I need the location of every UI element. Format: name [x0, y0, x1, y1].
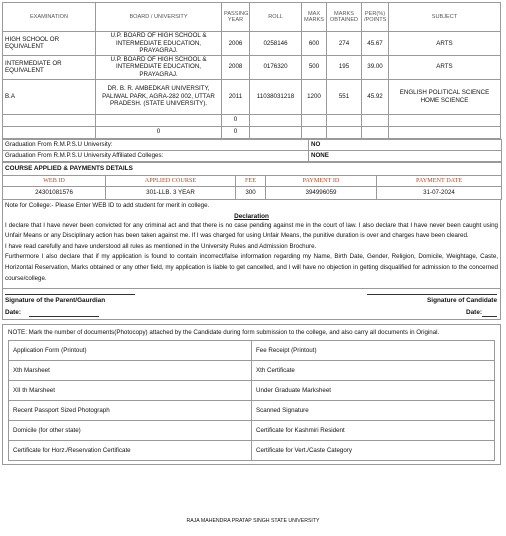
- document-item: Scanned Signature: [252, 401, 495, 421]
- table-row: [3, 79, 501, 114]
- graduation-rmpsu-value: NO: [309, 139, 502, 150]
- cell: B.A: [3, 79, 96, 114]
- cell: [362, 114, 389, 126]
- course-caption: COURSE APPLIED & PAYMENTS DETAILS: [3, 162, 502, 175]
- education-header-row: [3, 3, 501, 32]
- declaration-paragraph: Furthermore I also declare that if my application is found to contain incorrect/false information regarding my Name, Birth Date, Gender, Religion, Domicile, Weightage, Caste, Horizontal Reservation, Marks obtained or any other field, my application is liable to get cancelled, and I will have no objection in getting disqualified for admission to the concerned course/college.: [5, 253, 498, 282]
- graduation-rmpsu-label: Graduation From R.M.P.S.U University:: [3, 139, 309, 150]
- col-examination: EXAMINATION: [3, 3, 96, 32]
- declaration-paragraph: I have read carefully and have understood all rules as mentioned in the University Rules and Admission Brochure.: [5, 242, 317, 250]
- cell: [362, 126, 389, 138]
- col-subject: SUBJECT: [389, 3, 501, 32]
- cell: 274: [327, 32, 362, 56]
- cell: INTERMEDIATE OR EQUIVALENT: [3, 55, 96, 79]
- declaration-section: [2, 211, 501, 290]
- cell: [302, 114, 327, 126]
- course-payment-table: [2, 162, 502, 200]
- col-percentage: PER(%) /POINTS: [362, 3, 389, 32]
- cell: U.P. BOARD OF HIGH SCHOOL & INTERMEDIATE EDUCATION, PRAYAGRAJ.: [96, 55, 222, 79]
- course-header-row: [3, 175, 502, 186]
- col-web-id: WEB ID: [3, 175, 106, 186]
- col-applied-course: APPLIED COURSE: [106, 175, 236, 186]
- documents-table: [8, 340, 495, 461]
- cell: [302, 126, 327, 138]
- cell: [389, 114, 501, 126]
- cell: 45.67: [362, 32, 389, 56]
- col-passing-year: PASSING YEAR: [222, 3, 250, 32]
- applied-course-value: 301-LLB. 3 YEAR: [106, 186, 236, 199]
- col-board: BOARD / UNIVERSITY: [96, 3, 222, 32]
- candidate-date-label: Date:: [466, 309, 482, 317]
- parent-signature-line: [5, 294, 135, 295]
- cell: ENGLISH POLITICAL SCIENCE HOME SCIENCE: [389, 79, 501, 114]
- cell: [3, 114, 96, 126]
- col-marks-obtained: MARKS OBTAINED: [327, 3, 362, 32]
- table-row: [3, 139, 502, 150]
- payment-date-value: 31-07-2024: [377, 186, 502, 199]
- cell: 1200: [302, 79, 327, 114]
- table-row: [9, 341, 495, 361]
- cell: U.P. BOARD OF HIGH SCHOOL & INTERMEDIATE EDUCATION, PRAYAGRAJ.: [96, 32, 222, 56]
- document-item: Recent Passport Sized Photograph: [9, 401, 252, 421]
- declaration-text: [5, 221, 498, 285]
- document-item: Certificate for Horz./Reservation Certificate: [9, 441, 252, 461]
- document-item: Xth Certificate: [252, 361, 495, 381]
- document-item: Certificate for Kashmiri Resident: [252, 421, 495, 441]
- cell: [389, 126, 501, 138]
- table-row: [9, 441, 495, 461]
- graduation-affiliated-label: Graduation From R.M.P.S.U University Affiliated Colleges:: [3, 150, 309, 161]
- declaration-paragraph: I declare that I have never been convicted for any criminal act and that there is no case pending against me in the court of law. I also declare that I have never been caught using Unfair Means or any Disciplinary action has been taken against me. If I was charged for using Unfair Means, the punitive duration is over and charges have been cleared.: [5, 221, 498, 240]
- cell: 11038031218: [250, 79, 302, 114]
- web-id-value: 24301081576: [3, 186, 106, 199]
- education-table: [2, 2, 501, 139]
- parent-signature-label: Signature of the Parent/Gaurdian: [5, 297, 106, 305]
- cell: 0176320: [250, 55, 302, 79]
- cell: [327, 114, 362, 126]
- document-item: Certificate for Vert./Caste Category: [252, 441, 495, 461]
- cell: [96, 114, 222, 126]
- declaration-title: Declaration: [234, 212, 269, 220]
- col-roll: ROLL: [250, 3, 302, 32]
- cell: [250, 114, 302, 126]
- parent-date-label: Date:: [5, 309, 21, 317]
- table-row: [3, 32, 501, 56]
- table-row: [3, 126, 501, 138]
- table-row: [3, 55, 501, 79]
- cell: 600: [302, 32, 327, 56]
- cell: HIGH SCHOOL OR EQUIVALENT: [3, 32, 96, 56]
- fee-value: 300: [236, 186, 266, 199]
- documents-note: NOTE: Mark the number of documents(Photocopy) attached by the Candidate during form submission to the college, and also carry all documents in Original.: [8, 329, 440, 337]
- cell: 2011: [222, 79, 250, 114]
- college-note: Note for College:- Please Enter WEB ID to add student for merit in college.: [2, 200, 501, 211]
- document-item: XII th Marsheet: [9, 381, 252, 401]
- cell: ARTS: [389, 32, 501, 56]
- payment-id-value: 394996059: [266, 186, 377, 199]
- cell: 551: [327, 79, 362, 114]
- document-item: Xth Marsheet: [9, 361, 252, 381]
- col-fee: FEE: [236, 175, 266, 186]
- col-payment-id: PAYMENT ID: [266, 175, 377, 186]
- graduation-table: [2, 139, 502, 162]
- cell: 39.00: [362, 55, 389, 79]
- table-row: [3, 114, 501, 126]
- candidate-date-line: [482, 316, 497, 317]
- cell: 0: [96, 126, 222, 138]
- cell: [3, 126, 96, 138]
- cell: 0: [222, 126, 250, 138]
- table-row: [9, 421, 495, 441]
- admission-form: [2, 2, 501, 465]
- cell: 0258146: [250, 32, 302, 56]
- document-item: Domicile (for other state): [9, 421, 252, 441]
- cell: [250, 126, 302, 138]
- graduation-affiliated-value: NONE: [309, 150, 502, 161]
- document-item: Application Form (Printout): [9, 341, 252, 361]
- cell: 0: [222, 114, 250, 126]
- table-row: [3, 186, 502, 199]
- university-footer: RAJA MAHENDRA PRATAP SINGH STATE UNIVERSITY: [186, 518, 320, 524]
- cell: [327, 126, 362, 138]
- document-item: Fee Receipt (Printout): [252, 341, 495, 361]
- cell: 2006: [222, 32, 250, 56]
- signature-section: [2, 289, 501, 320]
- candidate-signature-line: [367, 294, 497, 295]
- table-row: [9, 401, 495, 421]
- cell: 195: [327, 55, 362, 79]
- cell: DR. B. R. AMBEDKAR UNIVERSITY, PALIWAL PARK, AGRA-282 002, UTTAR PRADESH. (STATE UNIVERSITY).: [96, 79, 222, 114]
- document-item: Under Graduate Marksheet: [252, 381, 495, 401]
- table-row: [3, 150, 502, 161]
- cell: ARTS: [389, 55, 501, 79]
- cell: 45.92: [362, 79, 389, 114]
- cell: 500: [302, 55, 327, 79]
- col-max-marks: MAX MARKS: [302, 3, 327, 32]
- table-row: [9, 361, 495, 381]
- documents-section: [2, 324, 501, 465]
- col-payment-date: PAYMENT DATE: [377, 175, 502, 186]
- cell: 2008: [222, 55, 250, 79]
- table-row: [9, 381, 495, 401]
- parent-date-line: [29, 316, 99, 317]
- candidate-signature-label: Signature of Candidate: [427, 297, 497, 305]
